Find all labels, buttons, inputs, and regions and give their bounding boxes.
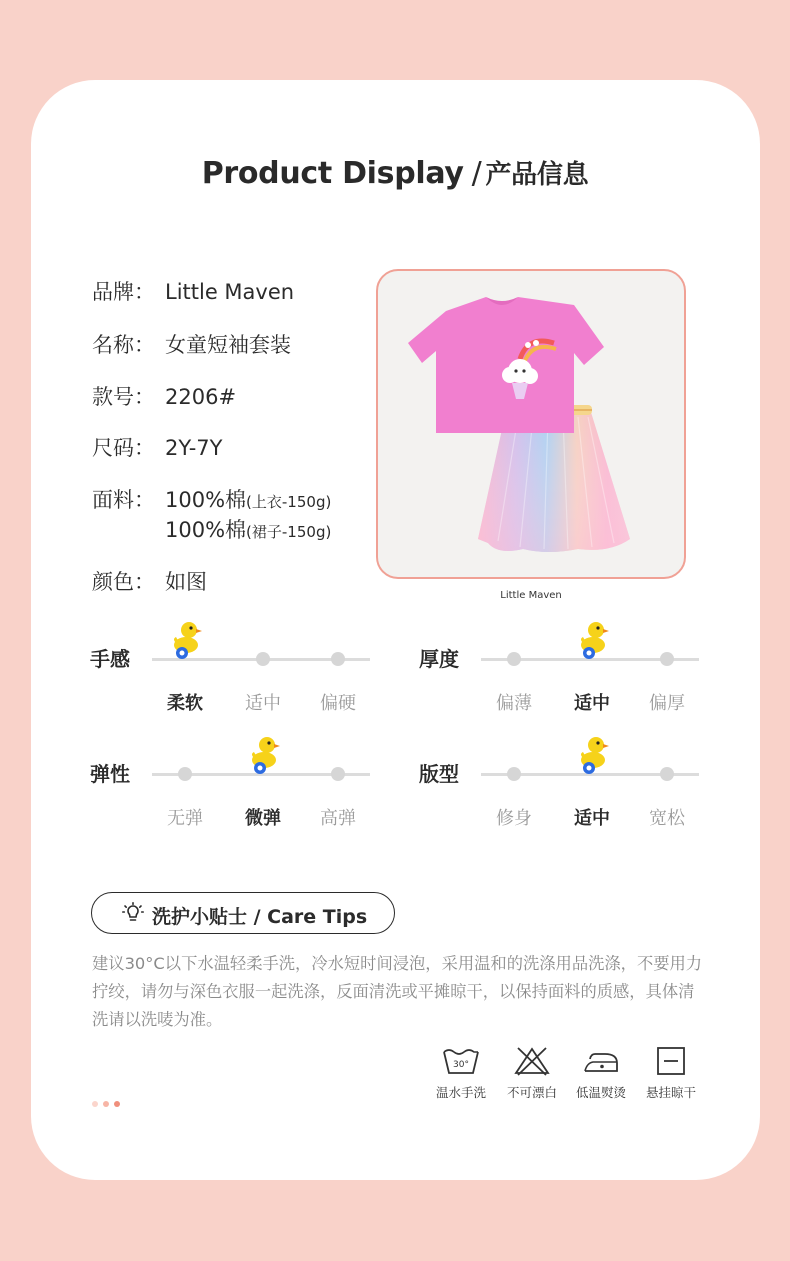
scale-option: 高弹 [320,808,356,829]
scale-name: 厚度 [419,647,459,671]
fabric-label: 面料： [92,488,155,512]
wash-temperature: 30° [453,1060,469,1070]
care-tips-title: 洗护小贴士 / Care Tips [152,906,368,928]
hang-dry-label: 悬挂晾干 [645,1085,696,1100]
scale-option: 偏硬 [320,693,356,714]
size-label: 尺码： [92,436,155,460]
care-low-iron [566,1046,636,1101]
color-label: 颜色： [92,570,155,594]
scale-dot [178,767,192,781]
pagination-dot [103,1101,109,1107]
info-brand [92,276,294,306]
hang-dry-icon [651,1046,691,1076]
scale-option: 适中 [574,693,610,714]
scale-dot [660,767,674,781]
brand-value: Little Maven [165,280,295,304]
no-bleach-icon [512,1046,552,1076]
fabric-line2-note: (裙子-150g) [246,523,332,541]
scale-option: 微弹 [245,808,281,829]
color-value: 如图 [165,570,207,594]
scale-dot [331,767,345,781]
fabric-line1-main: 100%棉 [165,488,247,512]
title-separator: / [471,156,482,191]
scale-name: 弹性 [90,762,130,786]
care-hang-dry [636,1046,706,1101]
scale-option: 柔软 [167,693,203,714]
info-style-no [92,381,236,411]
info-size [92,432,222,462]
fabric-line2-main: 100%棉 [165,518,247,542]
name-value: 女童短袖套装 [165,333,291,357]
scale-dot [507,652,521,666]
fabric-line1-note: (上衣-150g) [246,493,332,511]
hand-wash-icon [441,1046,481,1076]
scale-dot [256,652,270,666]
care-no-bleach [497,1046,567,1101]
scale-option: 无弹 [167,808,203,829]
info-fabric [92,484,332,542]
scale-option: 适中 [574,808,610,829]
scale-option: 偏厚 [649,693,685,714]
info-color [92,566,207,596]
scale-dot [331,652,345,666]
hand-wash-label: 温水手洗 [435,1085,486,1100]
fabric-line2 [165,514,331,544]
title-chinese: 产品信息 [485,160,589,190]
name-label: 名称： [92,333,155,357]
scale-option: 适中 [245,693,281,714]
pagination-dot [92,1101,98,1107]
style-no-label: 款号： [92,385,155,409]
care-tips-header [91,892,395,934]
size-value: 2Y-7Y [165,436,223,460]
duck-marker-icon [168,619,204,659]
style-no-value: 2206# [165,385,237,409]
lightbulb-icon [122,902,144,924]
low-iron-icon [581,1046,621,1076]
title-english: Product Display [201,156,464,191]
scale-name: 版型 [419,762,459,786]
scale-dot [507,767,521,781]
photo-caption: Little Maven [500,590,562,601]
duck-marker-icon [575,619,611,659]
low-iron-label: 低温熨烫 [575,1085,626,1100]
scale-option: 修身 [496,808,532,829]
no-bleach-label: 不可漂白 [506,1085,557,1100]
duck-marker-icon [575,734,611,774]
care-hand-wash [426,1046,496,1101]
scale-option: 偏薄 [496,693,532,714]
info-name [92,329,291,359]
scale-name: 手感 [90,647,130,671]
pagination-dots [92,1092,125,1111]
scale-dot [660,652,674,666]
page-title [0,154,790,191]
pagination-dot [114,1101,120,1107]
product-photo [376,269,686,579]
care-instructions: 建议30°C以下水温轻柔手洗，冷水短时间浸泡，采用温和的洗涤用品洗涤，不要用力拧绞，请勿与深色衣服一起洗涤，反面清洗或平摊晾干，以保持面料的质感，具体清洗请以洗唛为准。 [92,954,703,1029]
duck-marker-icon [246,734,282,774]
scale-option: 宽松 [649,808,685,829]
brand-label: 品牌： [92,280,155,304]
outfit-illustration [378,271,684,577]
